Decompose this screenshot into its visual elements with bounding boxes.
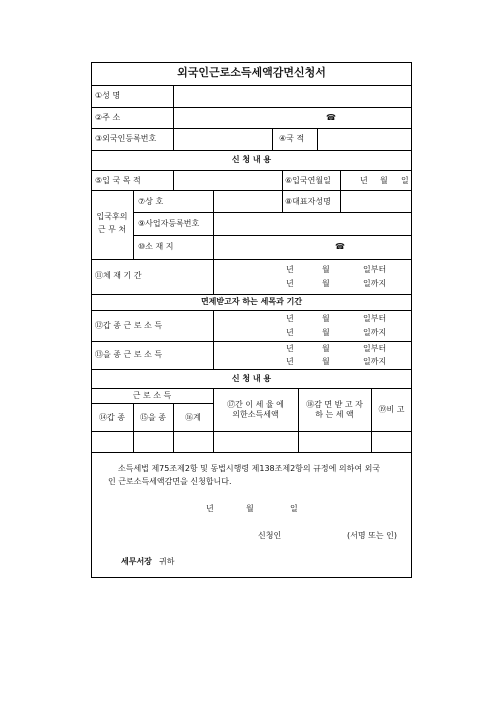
rule [91,150,412,151]
class-b-from-year: 년 [286,344,294,353]
rule [91,259,412,260]
foreigner-reg-no-label: ③외국인등록번호 [95,134,157,143]
entry-purpose-label: ⑤입 국 목 적 [95,176,141,185]
class-a-from-month: 월 [322,314,330,323]
stay-from-month: 월 [322,265,330,274]
phone-icon: ☎ [326,113,336,122]
rule [91,85,412,86]
rule [173,170,174,190]
rule [133,190,134,259]
col-class-b-header: ⑮을 종 [140,413,166,422]
section-header-application: 신 청 내 용 [231,155,272,164]
class-a-to-suffix: 일까지 [363,328,387,337]
stay-from-year: 년 [286,265,294,274]
company-label: ⑦상 호 [138,197,164,206]
class-a-to-month: 월 [322,328,330,337]
col-total-header: ⑯계 [185,413,201,422]
rule [213,310,214,369]
honorific-label: 귀하 [159,557,175,566]
rule [371,388,372,452]
sign-day: 일 [290,504,298,513]
class-a-income-label: ⑫갑 종 근 로 소 득 [95,321,163,330]
applicant-label: 신청인 [258,531,282,540]
workplace-group-label: 근 무 처 [97,225,127,234]
sign-year: 년 [206,504,214,513]
entry-year: 년 [360,176,368,185]
class-b-to-year: 년 [286,357,294,366]
form-title: 외국인근로소득세액감면신청서 [177,66,326,79]
stay-to-month: 월 [322,279,330,288]
rule [173,128,174,150]
class-a-from-year: 년 [286,314,294,323]
class-b-from-month: 월 [322,344,330,353]
rule [133,403,134,452]
tax-office-label: 세무서장 [121,557,152,566]
rule [133,235,412,236]
col-exempt-tax-header: 하 는 세 액 [315,410,354,419]
entry-month: 월 [380,176,388,185]
rule [317,128,318,150]
rule [213,388,214,452]
col-remarks-header: ⑲비 고 [378,405,405,414]
section-header-exemption: 면제받고자 하는 세목과 기간 [200,297,303,306]
rule [91,294,412,295]
rule [91,341,412,342]
sign-note: (서명 또는 인) [347,531,397,540]
stay-to-suffix: 일까지 [363,279,387,288]
rule [91,403,213,404]
stay-from-suffix: 일부터 [363,265,387,274]
col-class-a-header: ⑭갑 종 [99,413,125,422]
location-label: ⑩소 재 지 [138,242,174,251]
rule [91,170,412,171]
rule [133,212,412,213]
rule [173,85,174,128]
stay-period-label: ⑪체 재 기 간 [95,271,142,280]
entry-date-label: ⑥입국연월일 [285,176,331,185]
col-simplified-tax-header: ⑰간 이 세 율 에 [227,400,284,409]
class-a-to-year: 년 [286,328,294,337]
class-b-from-suffix: 일부터 [363,344,387,353]
rule [91,431,412,432]
class-a-from-suffix: 일부터 [363,314,387,323]
rule [91,452,412,453]
statement-text: 인 근로소득세액감면을 신청합니다. [108,477,232,486]
biz-reg-no-label: ⑨사업자등록번호 [138,219,200,228]
rule [91,107,412,108]
representative-label: ⑧대표자성명 [285,197,331,206]
workplace-group-label: 입국후의 [96,212,128,221]
class-b-to-month: 월 [322,357,330,366]
entry-day: 일 [401,176,409,185]
rule [91,190,412,191]
col-exempt-tax-header: ⑱감 면 받 고 자 [306,400,363,409]
rule [91,388,412,389]
sign-month: 월 [246,504,254,513]
nationality-label: ④국 적 [279,134,305,143]
stay-to-year: 년 [286,279,294,288]
rule [282,170,283,212]
class-b-to-suffix: 일까지 [363,357,387,366]
rule [298,388,299,452]
col-simplified-tax-header: 의한소득세액 [232,410,279,419]
rule [91,128,412,129]
rule [91,310,412,311]
section-header-details: 신 청 내 용 [231,374,272,383]
statement-text: 소득세법 제75조제2항 및 동법시행령 제138조제2항의 규정에 의하여 외국 [118,464,381,473]
address-label: ②주 소 [95,113,121,122]
rule [340,170,341,212]
rule [173,403,174,452]
rule [91,369,412,370]
income-group-header: 근 로 소 득 [132,391,172,400]
rule [213,259,214,294]
name-label: ①성 명 [95,91,121,100]
rule [272,128,273,150]
phone-icon: ☎ [335,242,345,251]
rule [213,190,214,259]
class-b-income-label: ⑬을 종 근 로 소 득 [95,350,163,359]
